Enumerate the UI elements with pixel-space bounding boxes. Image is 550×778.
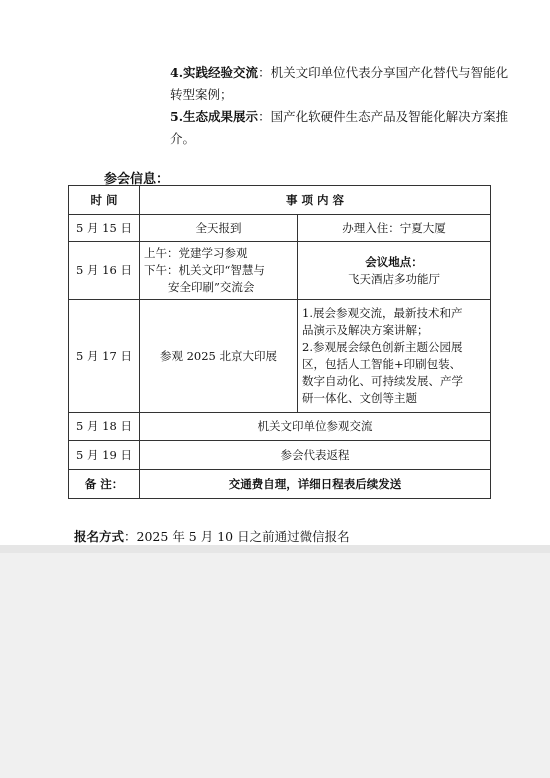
detail-cell: 1.展会参观交流，最新技术和产 品演示及解决方案讲解； 2.参观展会绿色创新主题公园展 区，包括人工智能+印刷包装、 数字自动化、可持续发展、产学 研一体化、文创等主题 [298, 300, 491, 413]
agenda-bullets [170, 62, 510, 150]
event-cell: 上午：党建学习参观 下午：机关文印“智慧与 安全印刷”交流会 [140, 242, 298, 300]
agenda-item-5: 5.生态成果展示：国产化软硬件生态产品及智能化解决方案推介。 [170, 109, 509, 146]
table-row [69, 441, 491, 470]
header-time: 时 间 [69, 186, 140, 215]
date-cell: 5 月 16 日 [69, 242, 140, 300]
detail-cell: 办理入住：宁夏大厦 [298, 215, 491, 242]
event-cell: 机关文印单位参观交流 [140, 413, 491, 441]
remark-content: 交通费自理，详细日程表后续发送 [140, 470, 491, 499]
section-title: 参会信息： [104, 172, 170, 187]
table-row [69, 413, 491, 441]
date-cell: 5 月 19 日 [69, 441, 140, 470]
agenda-item-4: 4.实践经验交流：机关文印单位代表分享国产化替代与智能化转型案例； [170, 65, 509, 102]
signup-line: 报名方式：2025 年 5 月 10 日之前通过微信报名 [74, 529, 350, 544]
event-cell: 全天报到 [140, 215, 298, 242]
detail-cell [298, 242, 491, 300]
table-row [69, 242, 491, 300]
header-content: 事 项 内 容 [140, 186, 491, 215]
venue-value: 飞天酒店多功能厅 [348, 271, 440, 286]
table-header-row [69, 186, 491, 215]
date-cell: 5 月 17 日 [69, 300, 140, 413]
event-cell: 参观 2025 北京大印展 [140, 300, 298, 413]
table-row [69, 470, 491, 499]
remark-label: 备 注： [69, 470, 140, 499]
venue-label: 会议地点： [365, 254, 423, 269]
table-row [69, 300, 491, 413]
event-cell: 参会代表返程 [140, 441, 491, 470]
schedule-table [68, 185, 491, 499]
page-edge [0, 545, 550, 553]
date-cell: 5 月 15 日 [69, 215, 140, 242]
table-row [69, 215, 491, 242]
date-cell: 5 月 18 日 [69, 413, 140, 441]
